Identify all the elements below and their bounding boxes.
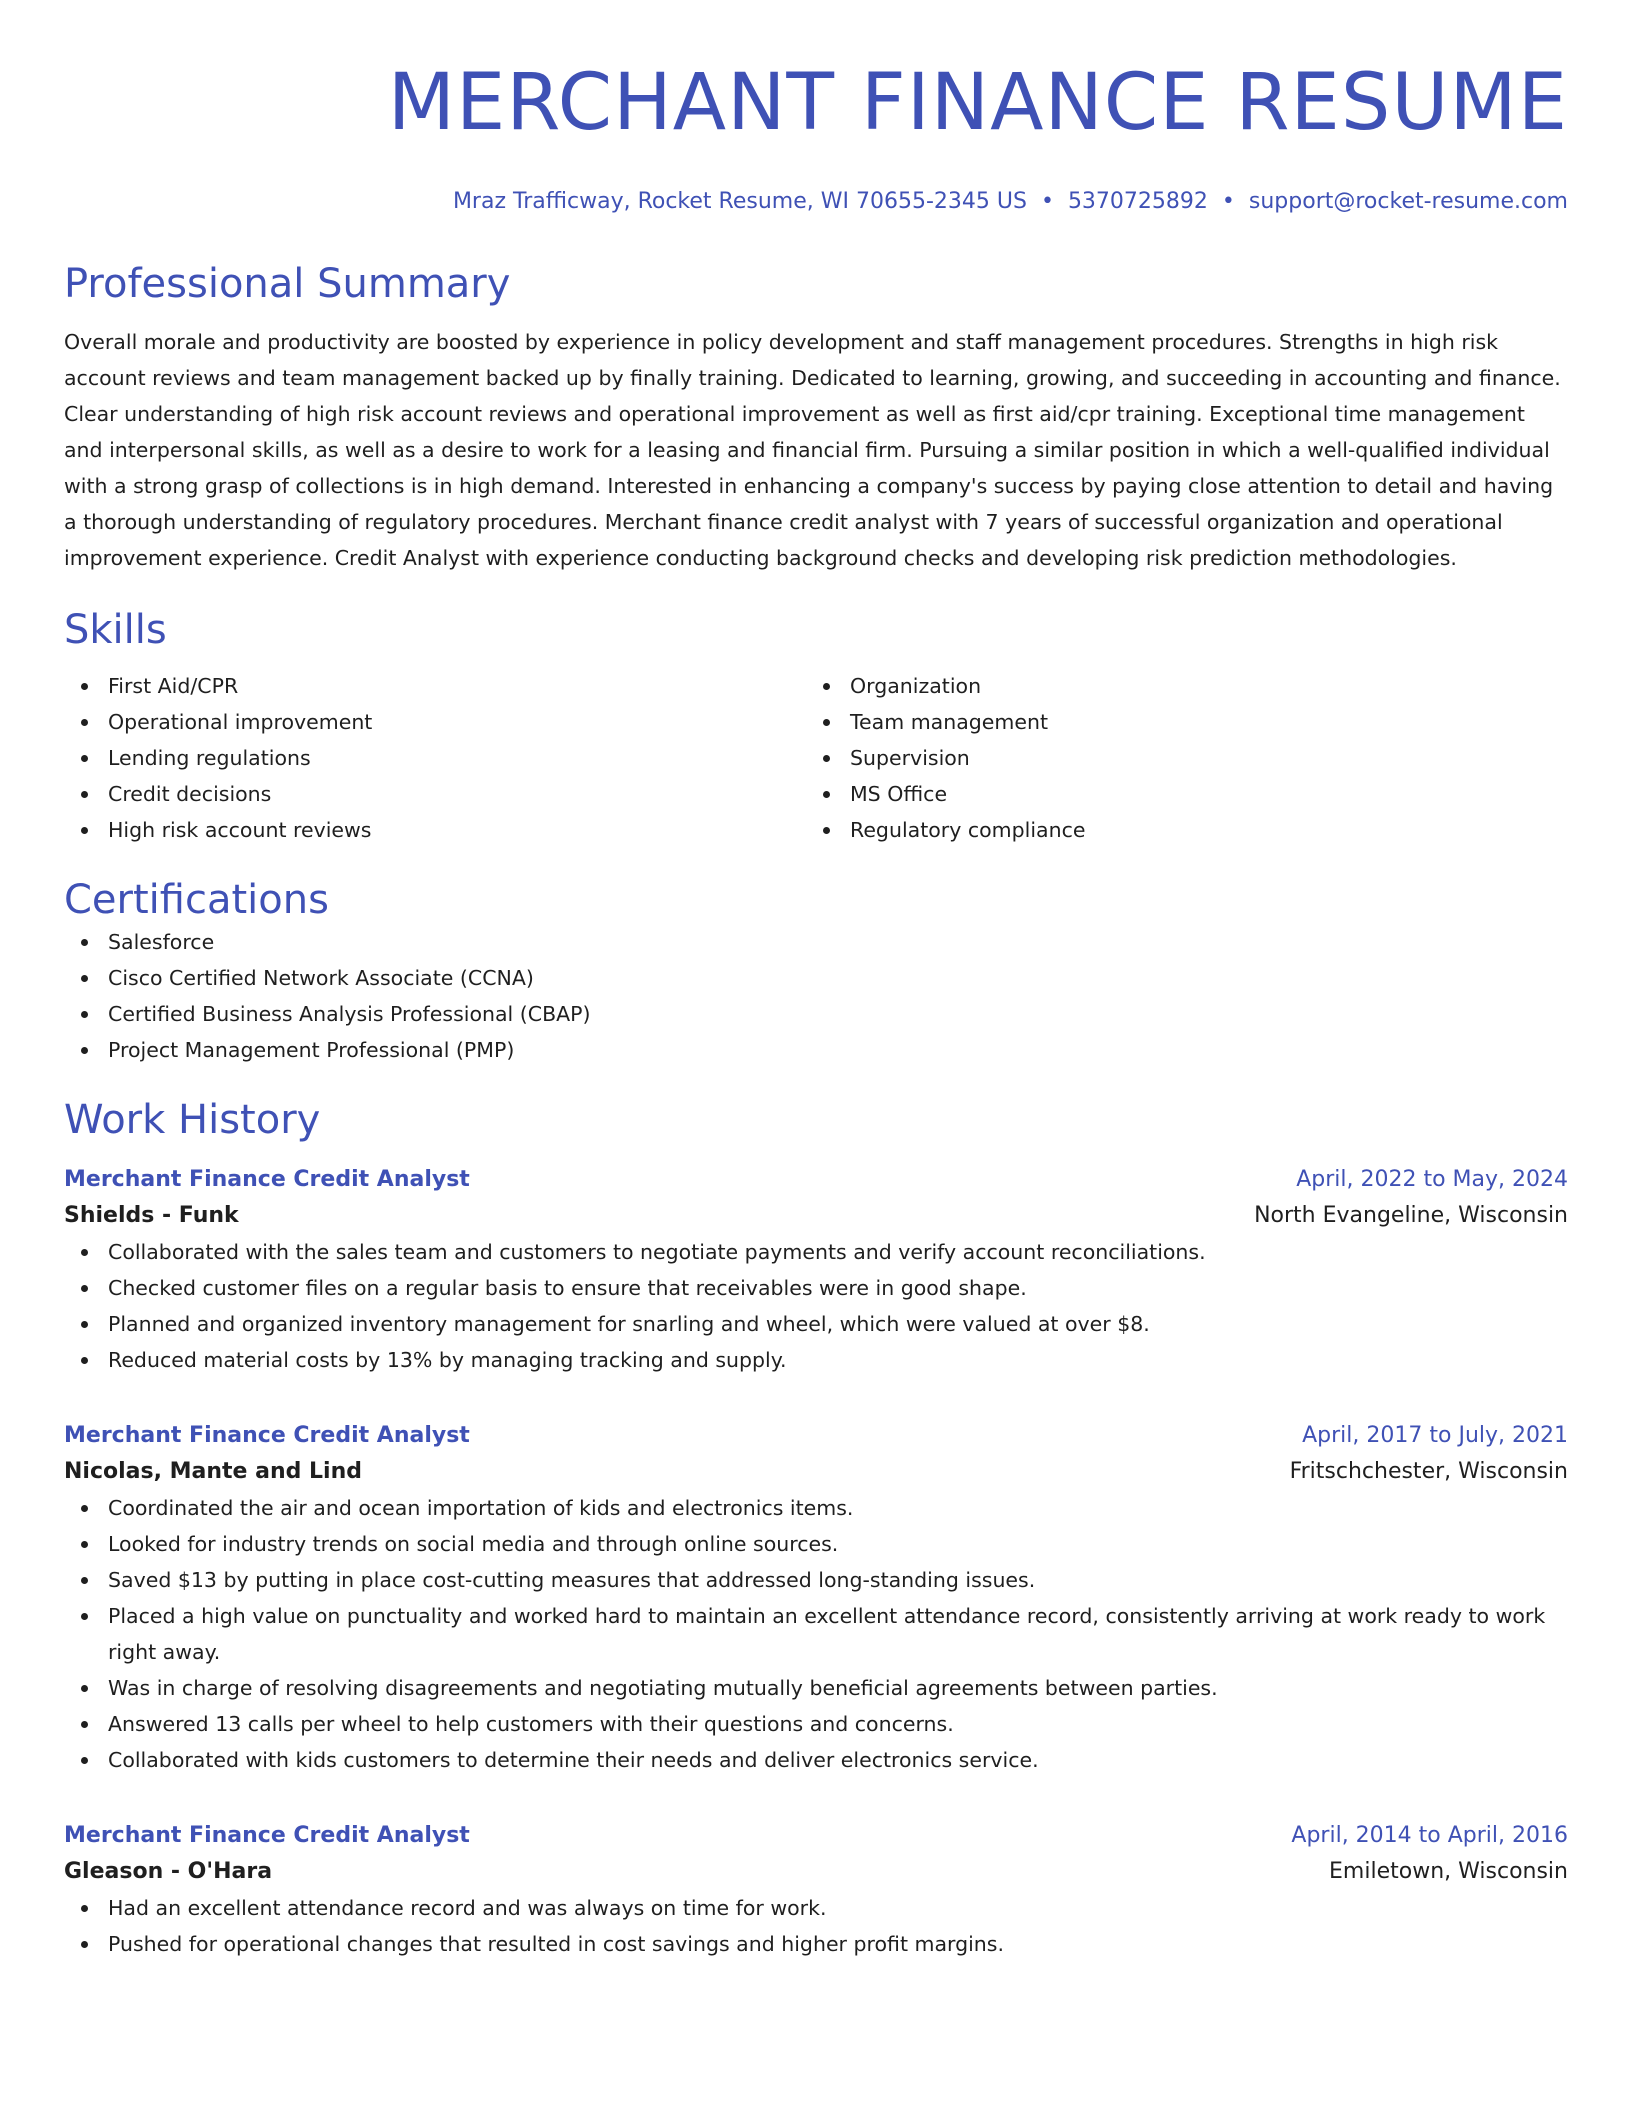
job-company: Shields - Funk [64,1203,239,1228]
certification-item: Salesforce [64,924,1568,960]
job-entry [64,1162,1568,1378]
job-bullet: Had an excellent attendance record and was always on time for work. [64,1890,1568,1926]
certifications-section [64,876,1568,1068]
job-bullet: Saved $13 by putting in place cost-cutting measures that addressed long-standing issues. [64,1562,1568,1598]
job-title: Merchant Finance Credit Analyst [64,1423,470,1448]
resume-header [64,0,1568,216]
job-bullet: Pushed for operational changes that resulted in cost savings and higher profit margins. [64,1926,1568,1962]
job-title: Merchant Finance Credit Analyst [64,1167,470,1192]
job-bullets [64,1490,1568,1778]
skill-item: Lending regulations [64,740,806,776]
contact-address: Mraz Trafficway, Rocket Resume, WI 70655-2345 US [452,189,1027,214]
job-bullet: Coordinated the air and ocean importation of kids and electronics items. [64,1490,1568,1526]
job-bullet: Collaborated with the sales team and customers to negotiate payments and verify account reconciliations. [64,1234,1568,1270]
certifications-list [64,924,1568,1068]
skill-item: High risk account reviews [64,812,806,848]
job-dates: April, 2022 to May, 2024 [1296,1167,1568,1192]
job-bullet: Looked for industry trends on social media and through online sources. [64,1526,1568,1562]
job-bullets [64,1234,1568,1378]
job-bullet: Placed a high value on punctuality and worked hard to maintain an excellent attendance record, consistently arriving at work ready to work right away. [64,1598,1568,1670]
summary-section [64,260,1568,576]
job-location: Fritschchester, Wisconsin [1289,1459,1568,1484]
job-bullet: Collaborated with kids customers to determine their needs and deliver electronics service. [64,1742,1568,1778]
job-entry [64,1818,1568,1962]
job-location: North Evangeline, Wisconsin [1254,1203,1568,1228]
certification-item: Cisco Certified Network Associate (CCNA) [64,960,1568,996]
skill-item: Credit decisions [64,776,806,812]
skills-section [64,606,1568,848]
contact-email: support@rocket-resume.com [1248,189,1568,214]
job-dates: April, 2014 to April, 2016 [1291,1823,1568,1848]
job-company-row [64,1198,1568,1234]
job-bullet: Checked customer files on a regular basis to ensure that receivables were in good shape. [64,1270,1568,1306]
work-history-section [64,1096,1568,1962]
skill-item: Operational improvement [64,704,806,740]
skill-item: First Aid/CPR [64,668,806,704]
job-title-row [64,1818,1568,1854]
skills-heading: Skills [64,607,167,653]
skill-item: Supervision [806,740,1548,776]
job-company: Gleason - O'Hara [64,1859,273,1884]
job-bullet: Reduced material costs by 13% by managing tracking and supply. [64,1342,1568,1378]
job-company-row [64,1854,1568,1890]
job-bullet: Planned and organized inventory management for snarling and wheel, which were valued at over $8. [64,1306,1568,1342]
job-title: Merchant Finance Credit Analyst [64,1823,470,1848]
certification-item: Project Management Professional (PMP) [64,1032,1568,1068]
summary-heading: Professional Summary [64,261,511,307]
contact-separator: • [1221,189,1235,214]
contact-separator: • [1040,189,1054,214]
contact-phone: 5370725892 [1067,189,1208,214]
skill-item: MS Office [806,776,1548,812]
resume-name: MERCHANT FINANCE RESUME [387,58,1568,148]
job-company: Nicolas, Mante and Lind [64,1459,362,1484]
job-dates: April, 2017 to July, 2021 [1302,1423,1568,1448]
skills-list-right [806,668,1548,848]
certification-item: Certified Business Analysis Professional (CBAP) [64,996,1568,1032]
skill-item: Organization [806,668,1548,704]
skill-item: Regulatory compliance [806,812,1548,848]
job-location: Emiletown, Wisconsin [1329,1859,1568,1884]
contact-line [64,188,1568,216]
work-history-heading: Work History [64,1097,321,1143]
summary-text: Overall morale and productivity are boosted by experience in policy development and staff management procedures. Strengths in high risk account reviews and team management backed up by finally training. Dedicated to learning, growing, and succeeding in accounting and finance. Clear understanding of high risk account reviews and operational improvement as well as first aid/cpr training. Exceptional time management and interpersonal skills, as well as a desire to work for a leasing and financial firm. Pursuing a similar position in which a well-qualified individual with a strong grasp of collections is in high demand. Interested in enhancing a company's success by paying close attention to detail and having a thorough understanding of regulatory procedures. Merchant finance credit analyst with 7 years of successful organization and operational improvement experience. Credit Analyst with experience conducting background checks and developing risk prediction methodologies. [64,330,1561,570]
skill-item: Team management [806,704,1548,740]
skills-column-right [806,668,1548,848]
skills-column-left [64,668,806,848]
job-entry [64,1418,1568,1778]
job-company-row [64,1454,1568,1490]
job-bullets [64,1890,1568,1962]
certifications-heading: Certifications [64,877,329,923]
skills-grid [64,668,1568,848]
job-bullet: Answered 13 calls per wheel to help customers with their questions and concerns. [64,1706,1568,1742]
job-title-row [64,1162,1568,1198]
job-bullet: Was in charge of resolving disagreements and negotiating mutually beneficial agreements between parties. [64,1670,1568,1706]
job-title-row [64,1418,1568,1454]
skills-list-left [64,668,806,848]
